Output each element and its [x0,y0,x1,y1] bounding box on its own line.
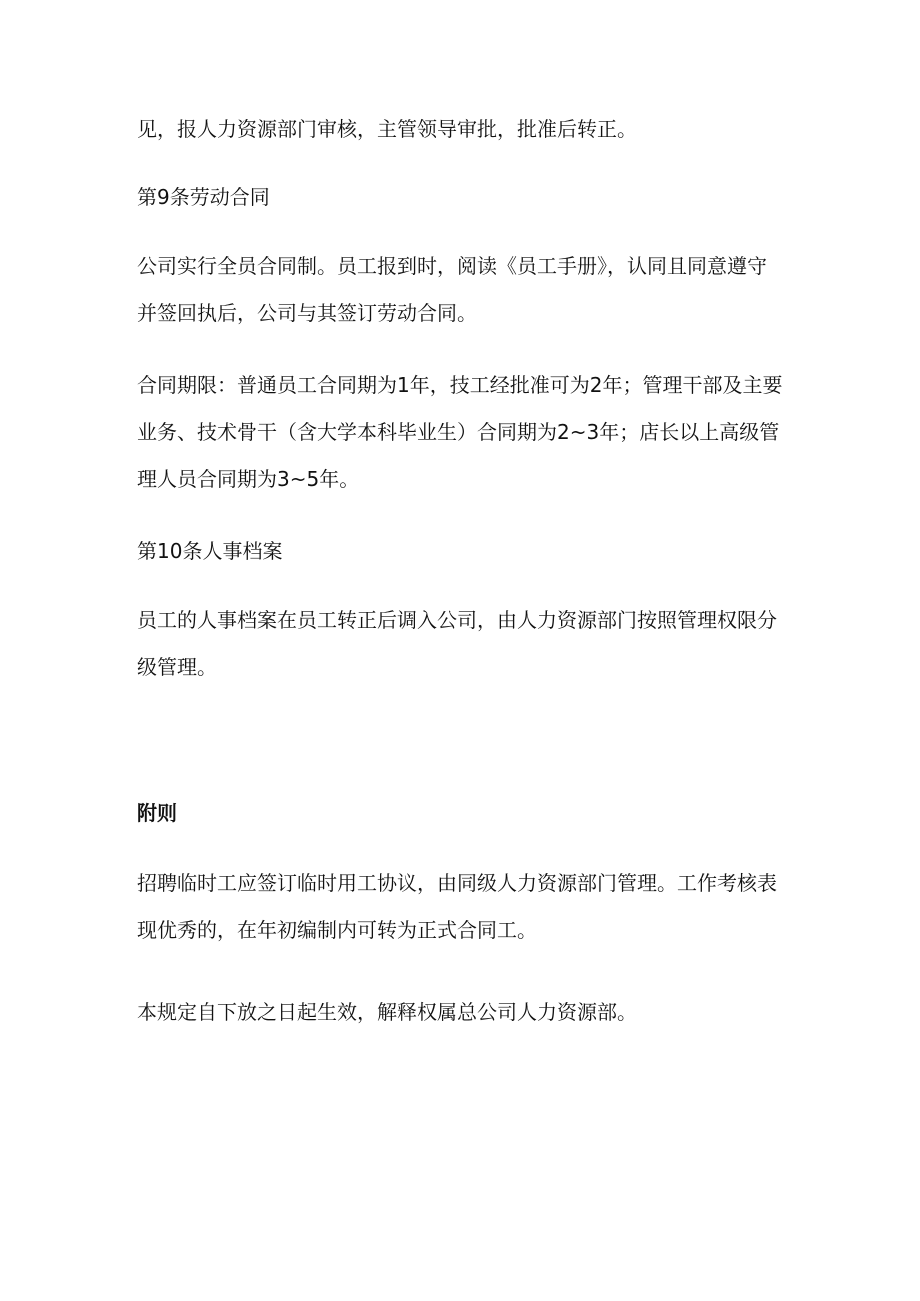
text-line: 本规定自下放之日起生效，解释权属总公司人力资源部。 [137,1000,637,1024]
section-heading: 第9条劳动合同 [137,185,270,209]
text-line: 理人员合同期为3~5年。 [137,467,360,491]
text-line: 见，报人力资源部门审核，主管领导审批，批准后转正。 [137,117,637,141]
paragraph-contract-system [137,243,797,337]
text-line: 员工的人事档案在员工转正后调入公司，由人力资源部门按照管理权限分 [137,608,777,632]
paragraph-contract-term [137,362,797,503]
text-line: 现优秀的，在年初编制内可转为正式合同工。 [137,918,537,942]
appendix-title [137,790,797,837]
text-line: 招聘临时工应签订临时用工协议，由同级人力资源部门管理。工作考核表 [137,871,777,895]
paragraph-temporary-workers [137,860,797,954]
paragraph-effective-date [137,989,797,1036]
text-line: 公司实行全员合同制。员工报到时，阅读《员工手册》，认同且同意遵守 [137,254,767,278]
article-10-title [137,528,797,575]
text-line: 业务、技术骨干（含大学本科毕业生）合同期为2~3年；店长以上高级管 [137,420,780,444]
text-line: 合同期限：普通员工合同期为1年，技工经批准可为2年；管理干部及主要 [137,373,783,397]
text-line: 并签回执后，公司与其签订劳动合同。 [137,301,477,325]
paragraph-approval-end [137,106,797,153]
article-9-title [137,174,797,221]
appendix-heading: 附则 [137,801,177,825]
section-heading: 第10条人事档案 [137,539,283,563]
paragraph-personnel-files [137,597,797,691]
text-line: 级管理。 [137,655,217,679]
